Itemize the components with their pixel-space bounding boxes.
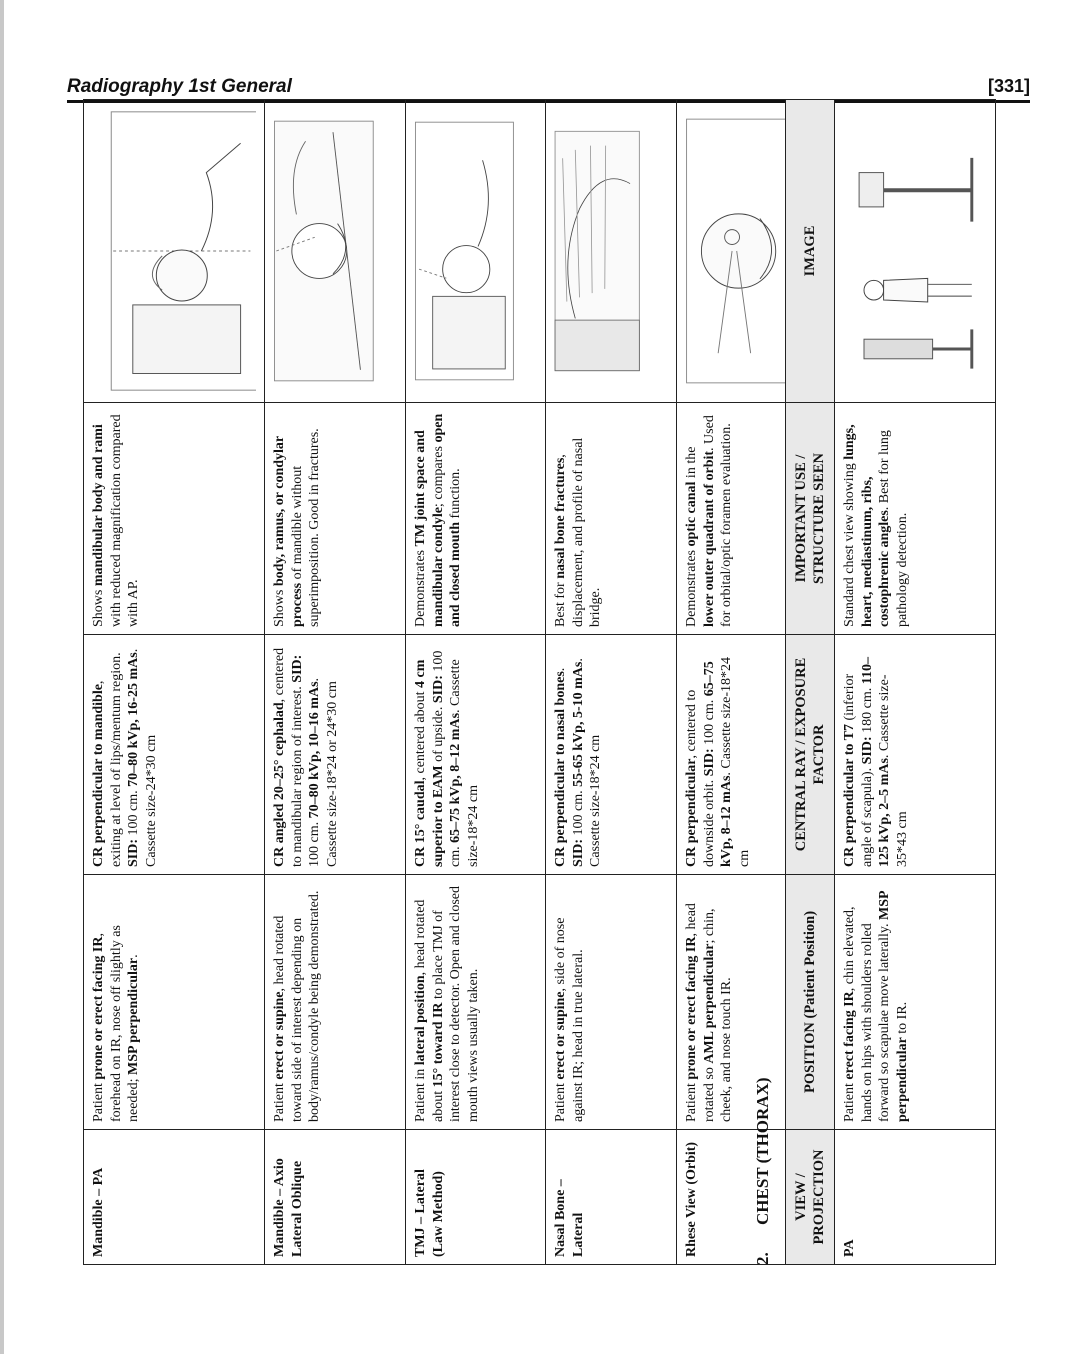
bold-term: 15° toward IR xyxy=(430,1002,446,1088)
chest-pa-illustration xyxy=(839,104,987,398)
projection-table-skull xyxy=(83,99,820,1265)
image-cell xyxy=(835,100,996,403)
bold-term: nasal bone fractures xyxy=(553,457,568,579)
bold-term: erect or supine xyxy=(553,991,568,1080)
bold-term: 110–125 kVp, 2–5 mAs xyxy=(859,657,892,867)
col-header-view: VIEW / PROJECTION xyxy=(786,1130,835,1265)
view-projection-cell: PA xyxy=(835,1130,996,1265)
bold-term: mandibular body and rami xyxy=(91,424,106,587)
bold-term: erect or supine xyxy=(272,991,287,1080)
image-cell xyxy=(265,100,406,403)
bold-term: TM joint space and mandibular condyle xyxy=(413,430,446,627)
bold-term: CR 15° caudal xyxy=(413,780,428,867)
important-use-cell: Standard chest view showing lungs, heart, mediastinum, ribs, costophrenic angles. Best for lung pathology detection. xyxy=(835,403,996,635)
bold-term: optic canal xyxy=(684,481,699,547)
patient-position-cell: Patient erect or supine, side of nose against IR; head in true lateral. xyxy=(546,875,677,1130)
bold-term: 70–80 kVp, 10–16 mAs xyxy=(307,681,322,819)
section-title: CHEST (THORAX) xyxy=(753,1077,772,1225)
central-ray-cell: CR angled 20–25° cephalad, centered to mandibular region of interest. SID: 100 cm. 70–80 kVp, 10–16 mAs. Cassette size-18*24 or 24*30 cm xyxy=(265,635,406,875)
bold-term: prone or erect facing IR xyxy=(684,936,699,1080)
patient-position-cell: Patient in lateral position, head rotated about 15° toward IR to place TMJ of interest close to detector. Open and closed mouth views usually taken. xyxy=(406,875,546,1130)
book-title: Radiography 1st General xyxy=(67,76,292,97)
patient-position-cell: Patient erect or supine, head rotated toward side of interest depending on body/ramus/condyle being demonstrated. xyxy=(265,875,406,1130)
bold-term: CR angled 20–25° cephalad xyxy=(272,702,287,867)
patient-position-cell: Patient prone or erect facing IR, head rotated so AML perpendicular; chin, cheek, and nose touch IR. xyxy=(677,875,820,1130)
section-number: 2. xyxy=(753,1252,772,1265)
page-edge xyxy=(0,0,4,1354)
important-use-cell: Shows mandibular body and rami with reduced magnification compared with AP. xyxy=(84,403,265,635)
bold-term: SID: xyxy=(289,654,305,683)
patient-position-cell: Patient prone or erect facing IR, forehead on IR, nose off slightly as needed; MSP perpendicular. xyxy=(84,875,265,1130)
bold-term: SID: xyxy=(570,838,586,867)
bold-term: body, ramus, or condylar process xyxy=(272,436,305,627)
bold-term: 70–80 kVp, 16-25 mAs xyxy=(126,652,141,787)
central-ray-cell: CR 15° caudal, centered about 4 cm superior to EAM of upside. SID: 100 cm. 65–75 kVp, 8–12 mAs. Cassette size-18*24 cm xyxy=(406,635,546,875)
col-header-position: POSITION (Patient Position) xyxy=(786,875,835,1130)
table-row xyxy=(265,100,406,1265)
bold-term: CR perpendicular to nasal bones xyxy=(553,671,568,867)
central-ray-cell: CR perpendicular, centered to downside orbit. SID: 100 cm. 65–75 kVp, 8–12 mAs. Cassette size-18*24 cm xyxy=(677,635,820,875)
table-row xyxy=(406,100,546,1265)
page-number: [331] xyxy=(987,76,1030,96)
important-use-cell: Best for nasal bone fractures, displacement, and profile of nasal bridge. xyxy=(546,403,677,635)
bold-term: lateral position xyxy=(413,975,428,1066)
central-ray-cell: CR perpendicular to nasal bones. SID: 100 cm. 55-65 kVp, 5-10 mAs. Cassette size-18*24 cm xyxy=(546,635,677,875)
bold-term: lower outer quadrant of orbit xyxy=(701,450,717,627)
patient-position-cell: Patient erect facing IR, chin elevated, hands on hips with shoulders rolled forward so scapulae move laterally. MSP perpendicular to IR. xyxy=(835,875,996,1130)
bold-term: erect facing IR xyxy=(842,991,857,1080)
bold-term: CR perpendicular xyxy=(684,758,699,867)
bold-term: SID: xyxy=(859,736,875,765)
view-projection-cell: Mandible – PA xyxy=(84,1130,265,1265)
projection-table-chest xyxy=(785,99,996,1265)
bold-term: SID: xyxy=(430,675,446,704)
table-row xyxy=(84,100,265,1265)
view-projection-cell: Mandible – Axio Lateral Oblique xyxy=(265,1130,406,1265)
bold-term: MSP perpendicular xyxy=(126,957,141,1075)
bold-term: SID: xyxy=(701,748,717,777)
central-ray-cell: CR perpendicular to T7 (inferior angle of scapula). SID: 180 cm. 110–125 kVp, 2–5 mAs. Cassette size-35*43 cm xyxy=(835,635,996,875)
bold-term: SID: xyxy=(126,838,141,867)
bold-term: 55-65 kVp, 5-10 mAs xyxy=(570,661,586,787)
nasal-bone-lateral-illustration xyxy=(550,104,668,398)
mandible-pa-illustration xyxy=(88,104,256,398)
table-row xyxy=(835,100,996,1265)
bold-term: lungs, heart, mediastinum, ribs, costophrenic angles xyxy=(842,424,892,627)
image-cell xyxy=(84,100,265,403)
image-cell xyxy=(546,100,677,403)
col-header-image: IMAGE xyxy=(786,100,835,403)
bold-term: CR perpendicular to T7 xyxy=(842,724,857,867)
tmj-law-illustration xyxy=(410,104,537,398)
image-cell xyxy=(406,100,546,403)
bold-term: MSP perpendicular xyxy=(877,891,910,1122)
col-header-use: IMPORTANT USE / STRUCTURE SEEN xyxy=(786,403,835,635)
view-projection-cell: TMJ – Lateral (Law Method) xyxy=(406,1130,546,1265)
bold-term: 65–75 kVp, 8–12 mAs xyxy=(701,661,734,867)
bold-term: 65–75 kVp, 8–12 mAs xyxy=(448,712,463,843)
mandible-axiolateral-illustration xyxy=(269,104,397,398)
important-use-cell: Shows body, ramus, or condylar process of mandible without superimposition. Good in fractures. xyxy=(265,403,406,635)
bold-term: prone or erect facing IR xyxy=(91,936,106,1080)
chest-table-header-row xyxy=(786,100,835,1265)
bold-term: 4 cm superior to EAM xyxy=(413,659,446,867)
central-ray-cell: CR perpendicular to mandible, exiting at level of lips/mentum region. SID: 100 cm. 70–80 kVp, 16-25 mAs. Cassette size-24*30 cm xyxy=(84,635,265,875)
view-projection-cell: Nasal Bone – Lateral xyxy=(546,1130,677,1265)
table-row xyxy=(546,100,677,1265)
bold-term: AML perpendicular xyxy=(701,943,717,1064)
important-use-cell: Demonstrates TM joint space and mandibular condyle; compares open and closed mouth function. xyxy=(406,403,546,635)
bold-term: open and closed mouth xyxy=(430,413,463,627)
section-heading xyxy=(753,1077,773,1265)
bold-term: CR perpendicular to mandible xyxy=(91,684,106,867)
important-use-cell: Demonstrates optic canal in the lower outer quadrant of orbit. Used for orbital/optic foramen evaluation. xyxy=(677,403,820,635)
view-projection-cell: Rhese View (Orbit) xyxy=(677,1130,820,1265)
col-header-central-ray: CENTRAL RAY / EXPOSURE FACTOR xyxy=(786,635,835,875)
rotated-content xyxy=(60,70,1010,1300)
